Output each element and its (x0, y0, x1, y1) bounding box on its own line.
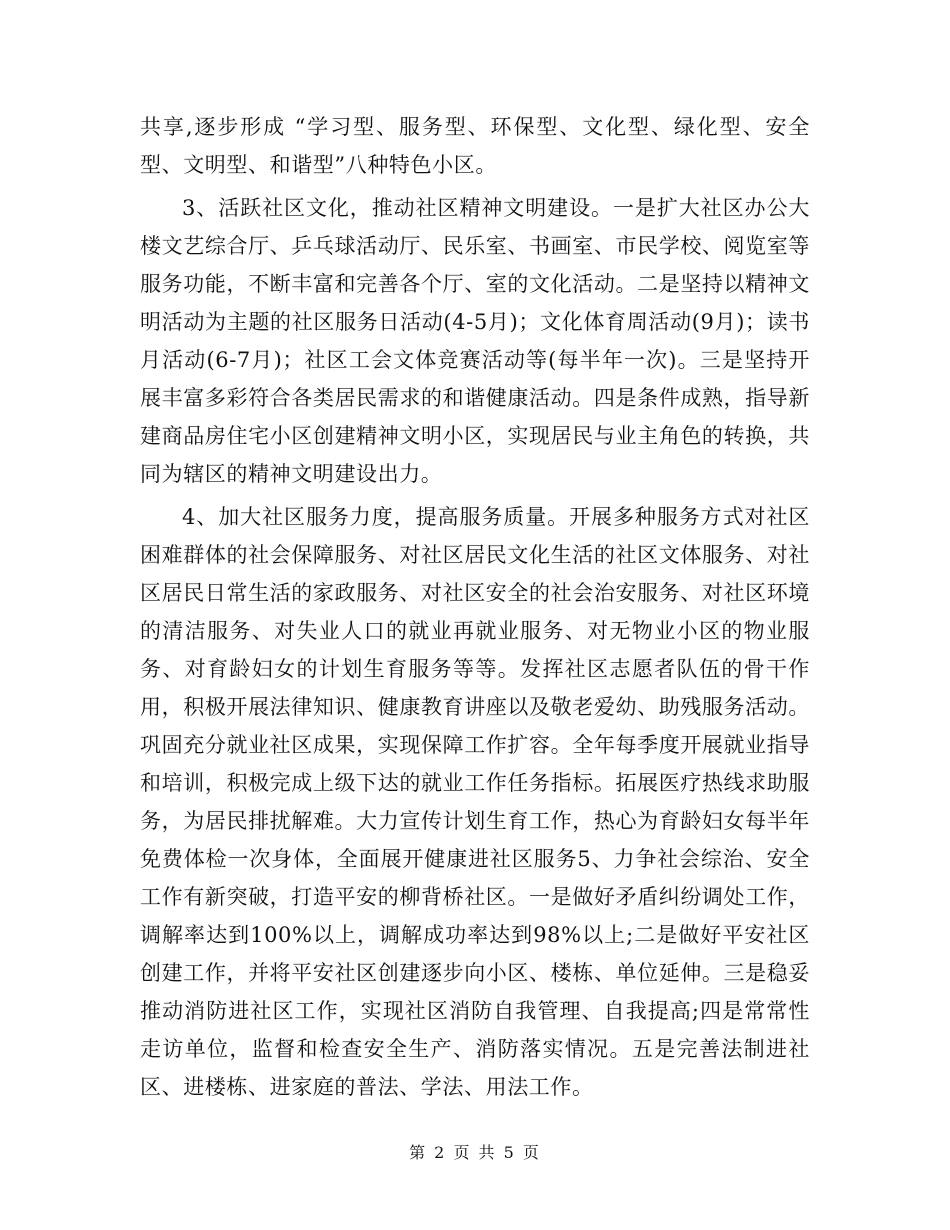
document-body (140, 108, 810, 1111)
paragraph-continuation: 共享,逐步形成 “学习型、服务型、环保型、文化型、绿化型、安全型、文明型、和谐型”八种特色小区。 (140, 115, 810, 177)
page-number-footer: 第 2 页 共 5 页 (409, 1143, 541, 1162)
paragraph-community-culture: 3、活跃社区文化，推动社区精神文明建设。一是扩大社区办公大楼文艺综合厅、乒乓球活动厅、民乐室、书画室、市民学校、阅览室等服务功能，不断丰富和完善各个厅、室的文化活动。二是坚持以精神文明活动为主题的社区服务日活动(4-5月)；文化体育周活动(9月)；读书月活动(6-7月)；社区工会文体竞赛活动等(每半年一次)。三是坚持开展丰富多彩符合各类居民需求的和谐健康活动。四是条件成熟，指导新建商品房住宅小区创建精神文明小区，实现居民与业主角色的转换，共同为辖区的精神文明建设出力。 (140, 196, 810, 486)
paragraph-community-service: 4、加大社区服务力度，提高服务质量。开展多种服务方式对社区困难群体的社会保障服务、对社区居民文化生活的社区文体服务、对社区居民日常生活的家政服务、对社区安全的社会治安服务、对社区环境的清洁服务、对失业人口的就业再就业服务、对无物业小区的物业服务、对育龄妇女的计划生育服务等等。发挥社区志愿者队伍的骨干作用，积极开展法律知识、健康教育讲座以及敬老爱幼、助残服务活动。巩固充分就业社区成果，实现保障工作扩容。全年每季度开展就业指导和培训，积极完成上级下达的就业工作任务指标。拓展医疗热线求助服务，为居民排扰解难。大力宣传计划生育工作，热心为育龄妇女每半年免费体检一次身体，全面展开健康进社区服务5、力争社会综治、安全工作有新突破，打造平安的柳背桥社区。一是做好矛盾纠纷调处工作，调解率达到100%以上，调解成功率达到98%以上;二是做好平安社区创建工作，并将平安社区创建逐步向小区、楼栋、单位延伸。三是稳妥推动消防进社区工作，实现社区消防自我管理、自我提高;四是常常性走访单位，监督和检查安全生产、消防落实情况。五是完善法制进社区、进楼栋、进家庭的普法、学法、用法工作。 (140, 505, 810, 1099)
